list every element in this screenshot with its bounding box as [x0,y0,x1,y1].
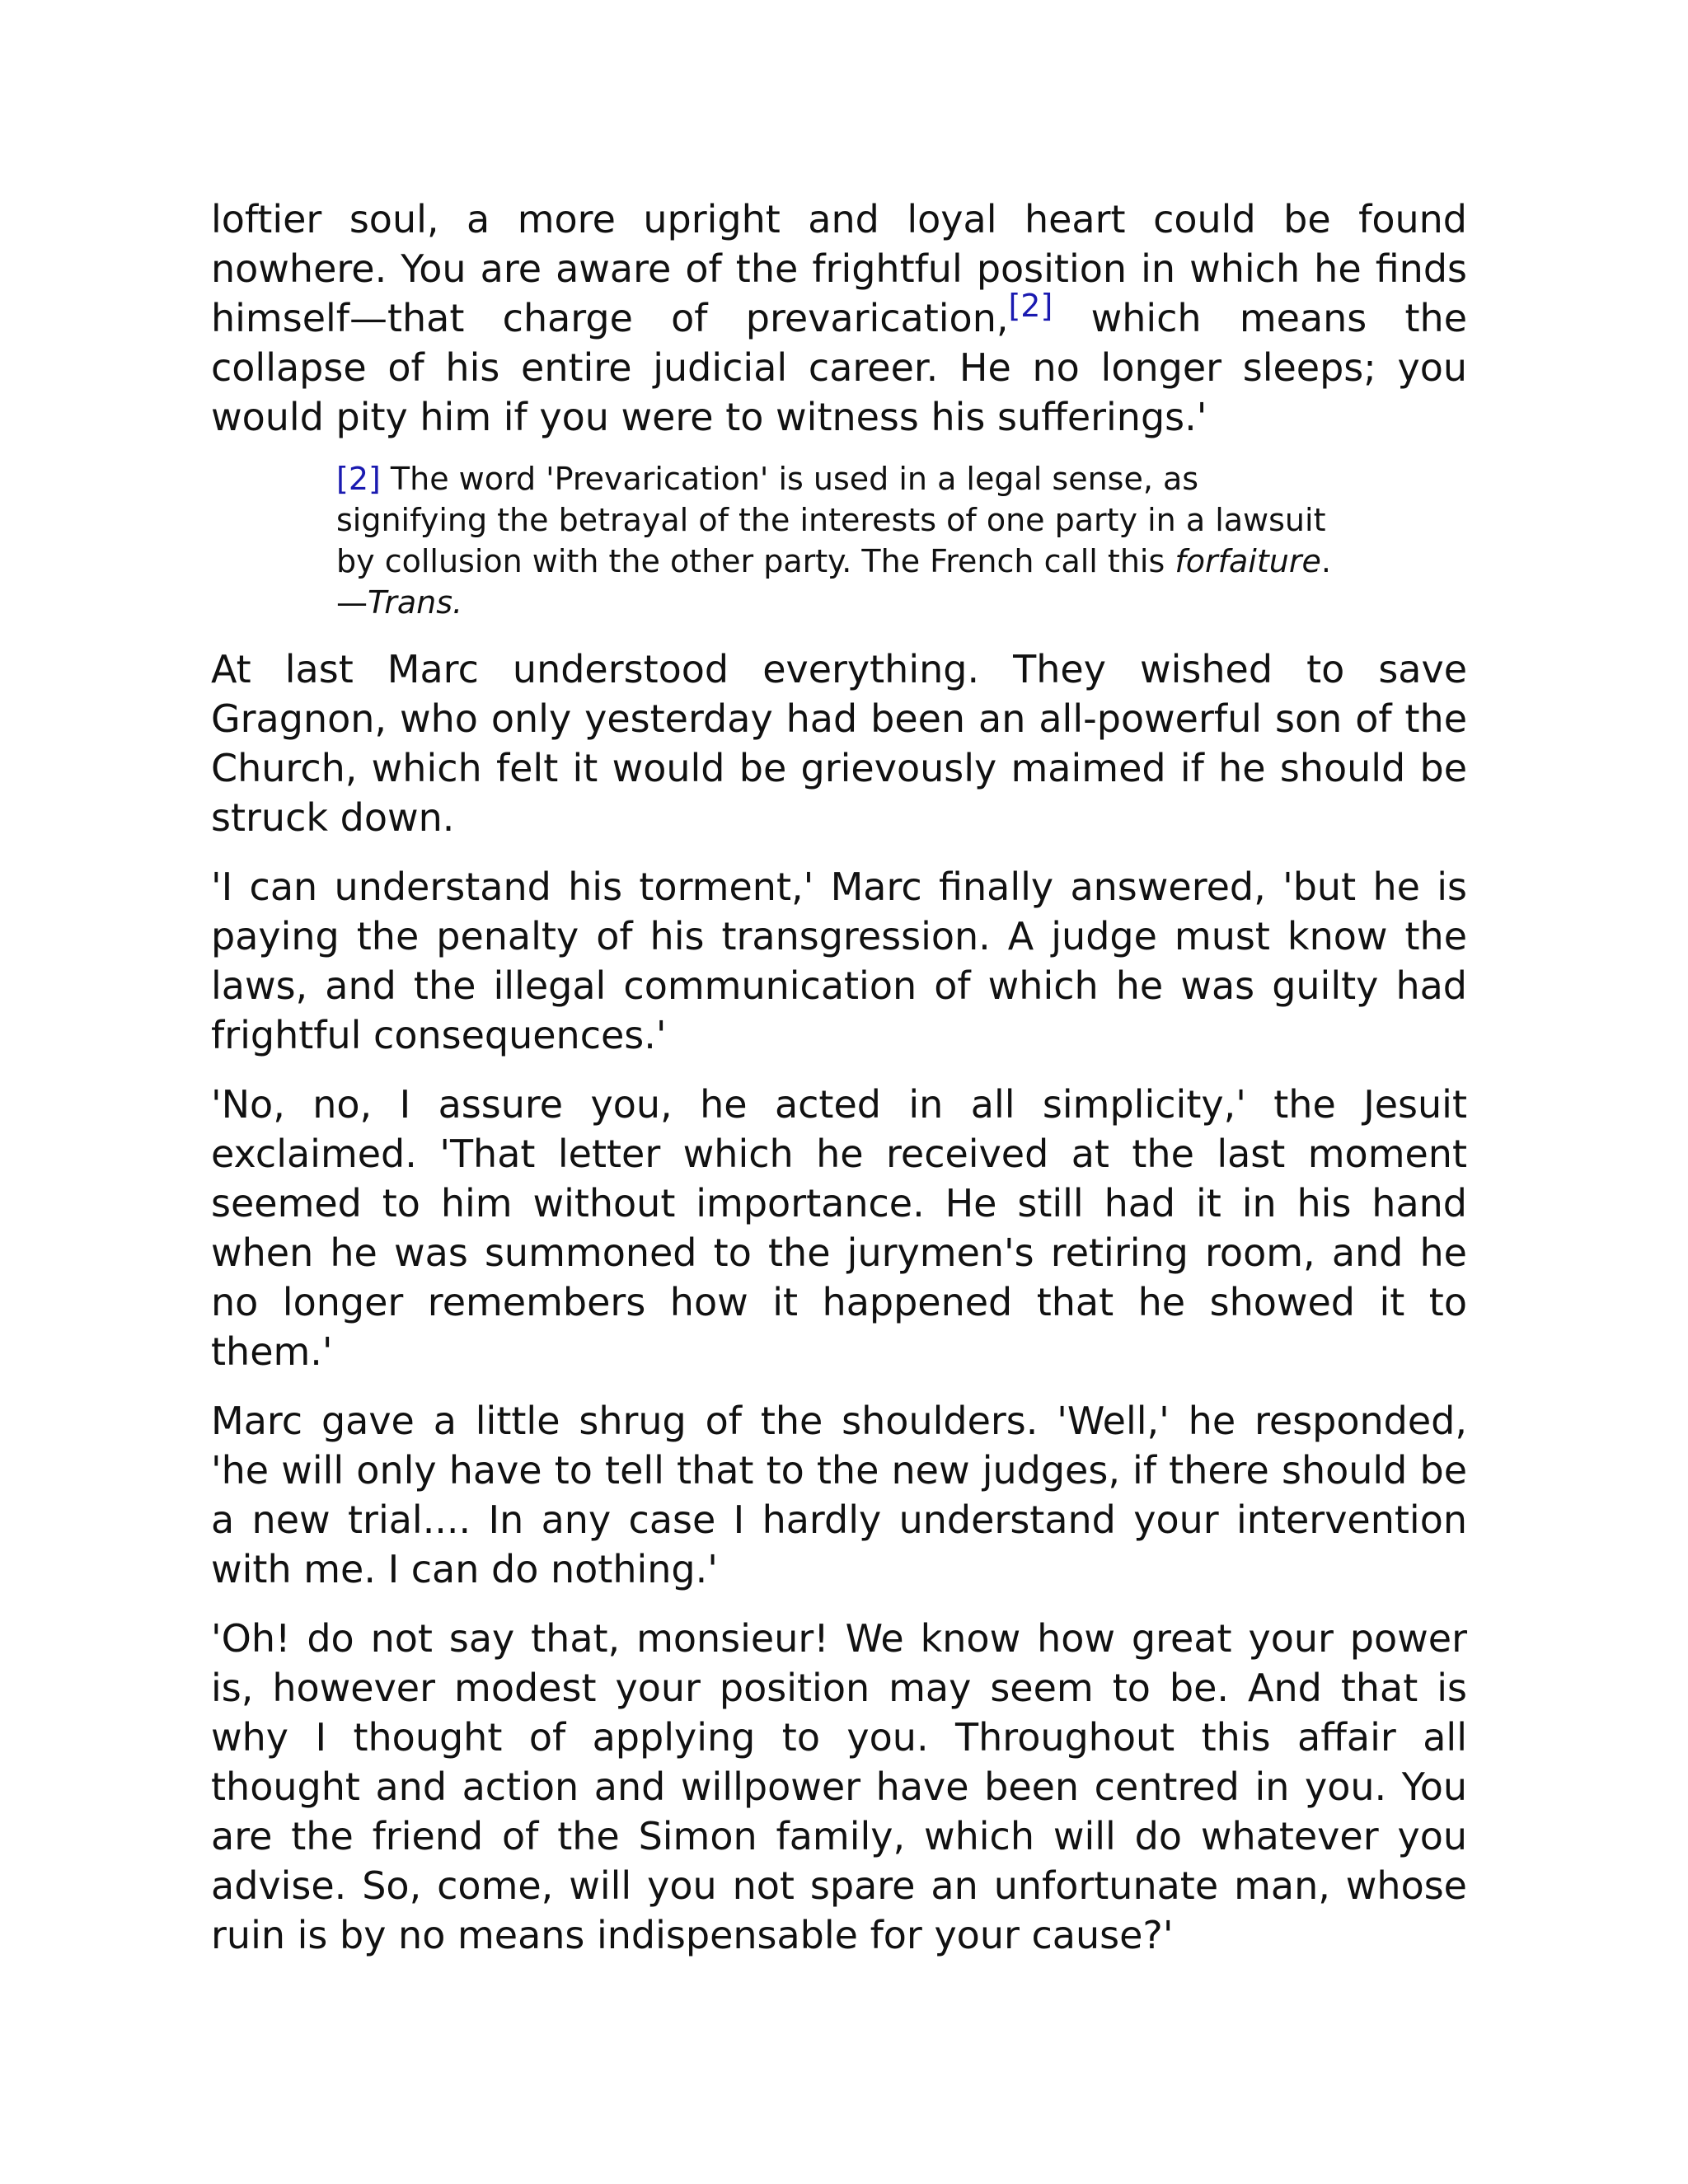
paragraph: Marc gave a little shrug of the shoulders. 'Well,' he responded, 'he will only have to tell that to the new judges, if there should be a new trial.... In any case I hardly understand your intervention with me. I can do nothing.' [211,1399,1467,1591]
footnote-italic-term: forfaiture [1175,543,1321,579]
footnote [336,458,1343,623]
paragraph: 'No, no, I assure you, he acted in all simplicity,' the Jesuit exclaimed. 'That letter which he received at the last moment seemed to him without importance. He still had it in his hand when he was summoned to the jurymen's retiring room, and he no longer remembers how it happened that he showed it to them.' [211,1082,1467,1374]
paragraph: At last Marc understood everything. They wished to save Gragnon, who only yesterday had been an all-powerful son of the Church, which felt it would be grievously maimed if he should be struck down. [211,647,1467,840]
footnote-translator-note: Trans. [368,584,463,621]
paragraph: 'Oh! do not say that, monsieur! We know how great your power is, however modest your position may seem to be. And that is why I thought of applying to you. Throughout this affair all thought and action and willpower have been centred in you. You are the friend of the Simon family, which will do whatever you advise. So, come, will you not spare an unfortunate man, whose ruin is by no means indispensable for your cause?' [211,1616,1467,1957]
paragraph: 'I can understand his torment,' Marc finally answered, 'but he is paying the penalty of his transgression. A judge must know the laws, and the illegal communication of which he was guilty had frightful consequences.' [211,865,1467,1057]
footnote-marker-link[interactable]: [2] [336,461,381,497]
footnote-reference-link[interactable]: [2] [1008,288,1053,324]
paragraph-text: which means the collapse of his entire judicial career. He no longer sleeps; you would pity him if you were to witness his sufferings.' [211,296,1468,439]
footnote-text: The word 'Prevarication' is used in a legal sense, as signifying the betrayal of the interests of one party in a lawsuit by collusion with the other party. The French call this [336,461,1326,579]
paragraph-text: loftier soul, a more upright and loyal heart could be found nowhere. You are aware of the frightful position in which he finds himself—that charge of prevarication, [211,197,1467,340]
footnote-dash: .— [336,543,1331,621]
paragraph [211,194,1467,442]
book-page [211,194,1467,1980]
